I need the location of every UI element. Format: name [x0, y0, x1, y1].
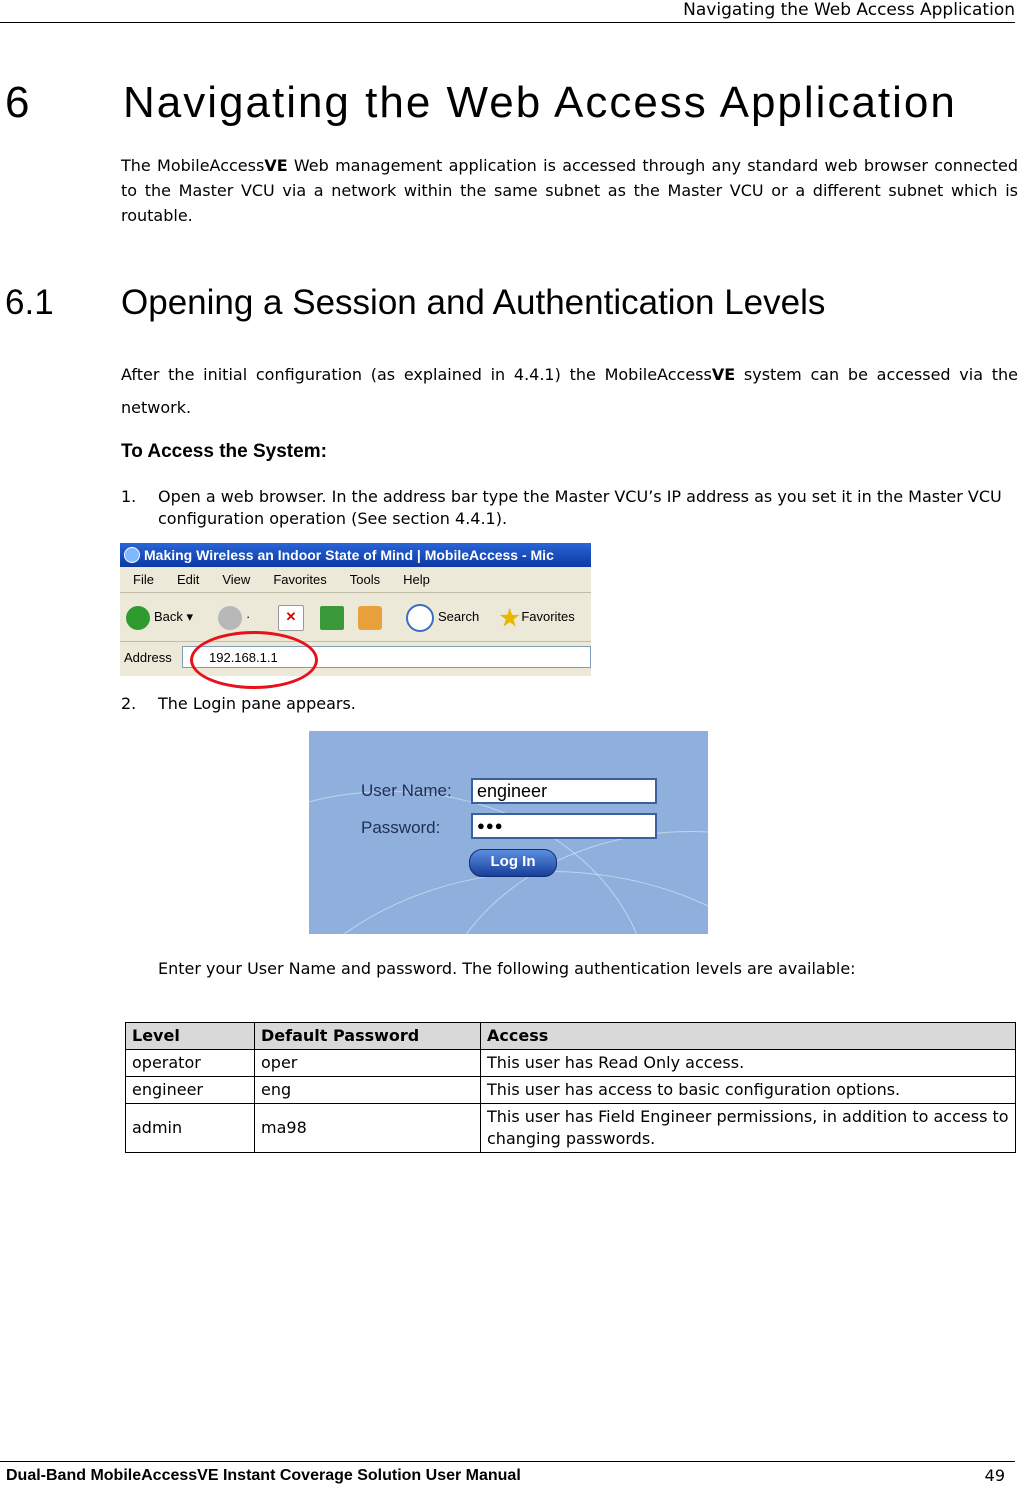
step-1	[121, 486, 1018, 530]
forward-arrow-icon	[218, 606, 242, 630]
intro-brand-suffix: VE	[264, 156, 288, 175]
page-number: 49	[984, 1466, 1005, 1485]
password-cell: oper	[255, 1050, 481, 1077]
page-footer	[0, 1461, 1015, 1490]
section-paragraph	[121, 358, 1018, 424]
home-button[interactable]	[358, 603, 386, 631]
step-text: The Login pane appears.	[158, 694, 356, 713]
back-arrow-icon	[126, 606, 150, 630]
refresh-icon	[320, 606, 344, 630]
access-cell: This user has Read Only access.	[481, 1050, 1016, 1077]
address-input[interactable]: 192.168.1.1	[182, 646, 591, 668]
step-2	[121, 693, 1018, 715]
level-cell: admin	[126, 1104, 255, 1153]
search-icon	[406, 604, 434, 632]
intro-paragraph	[121, 153, 1018, 228]
table-row	[126, 1077, 1016, 1104]
favorites-star-icon: ★	[498, 602, 522, 633]
search-button[interactable]	[406, 603, 479, 631]
password-cell: eng	[255, 1077, 481, 1104]
column-header: Level	[126, 1023, 255, 1050]
step-number: 1.	[121, 487, 137, 506]
access-cell: This user has Field Engineer permissions, in addition to access to changing passwords.	[481, 1104, 1016, 1153]
table-header-row	[126, 1023, 1016, 1050]
authentication-levels-table	[125, 1022, 1016, 1153]
password-label: Password:	[361, 818, 441, 837]
intro-text-a: The MobileAccess	[121, 156, 265, 175]
menu-tools[interactable]: Tools	[349, 572, 381, 587]
chapter-heading	[5, 78, 957, 128]
favorites-label: Favorites	[521, 609, 575, 624]
forward-button[interactable]: ·	[218, 603, 250, 631]
stop-button[interactable]	[278, 603, 308, 631]
home-icon	[358, 606, 382, 630]
table-row	[126, 1050, 1016, 1077]
browser-titlebar	[120, 543, 591, 567]
ie-icon	[124, 547, 140, 563]
level-cell: operator	[126, 1050, 255, 1077]
search-label: Search	[438, 609, 480, 624]
login-button[interactable]: Log In	[469, 849, 557, 877]
chapter-number: 6	[5, 78, 32, 127]
menu-favorites[interactable]: Favorites	[273, 572, 327, 587]
menu-view[interactable]: View	[222, 572, 251, 587]
favorites-button[interactable]	[498, 603, 575, 631]
back-button[interactable]: Back ▾	[126, 603, 193, 631]
procedure-heading: To Access the System:	[121, 441, 327, 462]
highlight-circle	[190, 631, 318, 689]
column-header: Access	[481, 1023, 1016, 1050]
password-cell: ma98	[255, 1104, 481, 1153]
intro-text-c: Web management application is accessed through any standard web browser connected to the Master VCU via a network within the same subnet as the Master VCU or a different subnet which is routable.	[121, 156, 1018, 225]
table-row	[126, 1104, 1016, 1153]
step-number: 2.	[121, 694, 137, 713]
section-text-c: system can be accessed via the network.	[121, 365, 1019, 417]
browser-menubar	[120, 567, 591, 593]
browser-title: Making Wireless an Indoor State of Mind | MobileAccess - Mic	[144, 547, 554, 563]
access-cell: This user has access to basic configuration options.	[481, 1077, 1016, 1104]
menu-edit[interactable]: Edit	[176, 572, 200, 587]
column-header: Default Password	[255, 1023, 481, 1050]
manual-title: Dual-Band MobileAccessVE Instant Coverage Solution User Manual	[6, 1467, 521, 1484]
section-brand-suffix: VE	[711, 365, 736, 384]
level-cell: engineer	[126, 1077, 255, 1104]
user-name-label: User Name:	[361, 781, 452, 800]
section-number: 6.1	[5, 283, 54, 322]
login-instruction: Enter your User Name and password. The following authentication levels are available:	[158, 959, 856, 978]
menu-file[interactable]: File	[133, 572, 154, 587]
browser-toolbar	[120, 593, 591, 642]
running-header: Navigating the Web Access Application	[0, 0, 1015, 23]
section-text-a: After the initial configuration (as explained in 4.4.1) the MobileAccess	[121, 365, 712, 384]
login-pane	[309, 731, 708, 934]
menu-help[interactable]: Help	[403, 572, 430, 587]
section-heading	[5, 283, 825, 323]
stop-icon: ✕	[278, 605, 304, 631]
address-label: Address	[124, 650, 172, 665]
section-title: Opening a Session and Authentication Levels	[121, 283, 826, 322]
back-label: Back	[154, 609, 183, 624]
step-text: Open a web browser. In the address bar type the Master VCU’s IP address as you set it in the Master VCU configuration operation (See section 4.4.1).	[158, 487, 1002, 528]
refresh-button[interactable]	[320, 603, 348, 631]
password-input[interactable]: ●●●	[471, 813, 657, 839]
chapter-title: Navigating the Web Access Application	[123, 78, 957, 127]
user-name-input[interactable]: engineer	[471, 778, 657, 804]
